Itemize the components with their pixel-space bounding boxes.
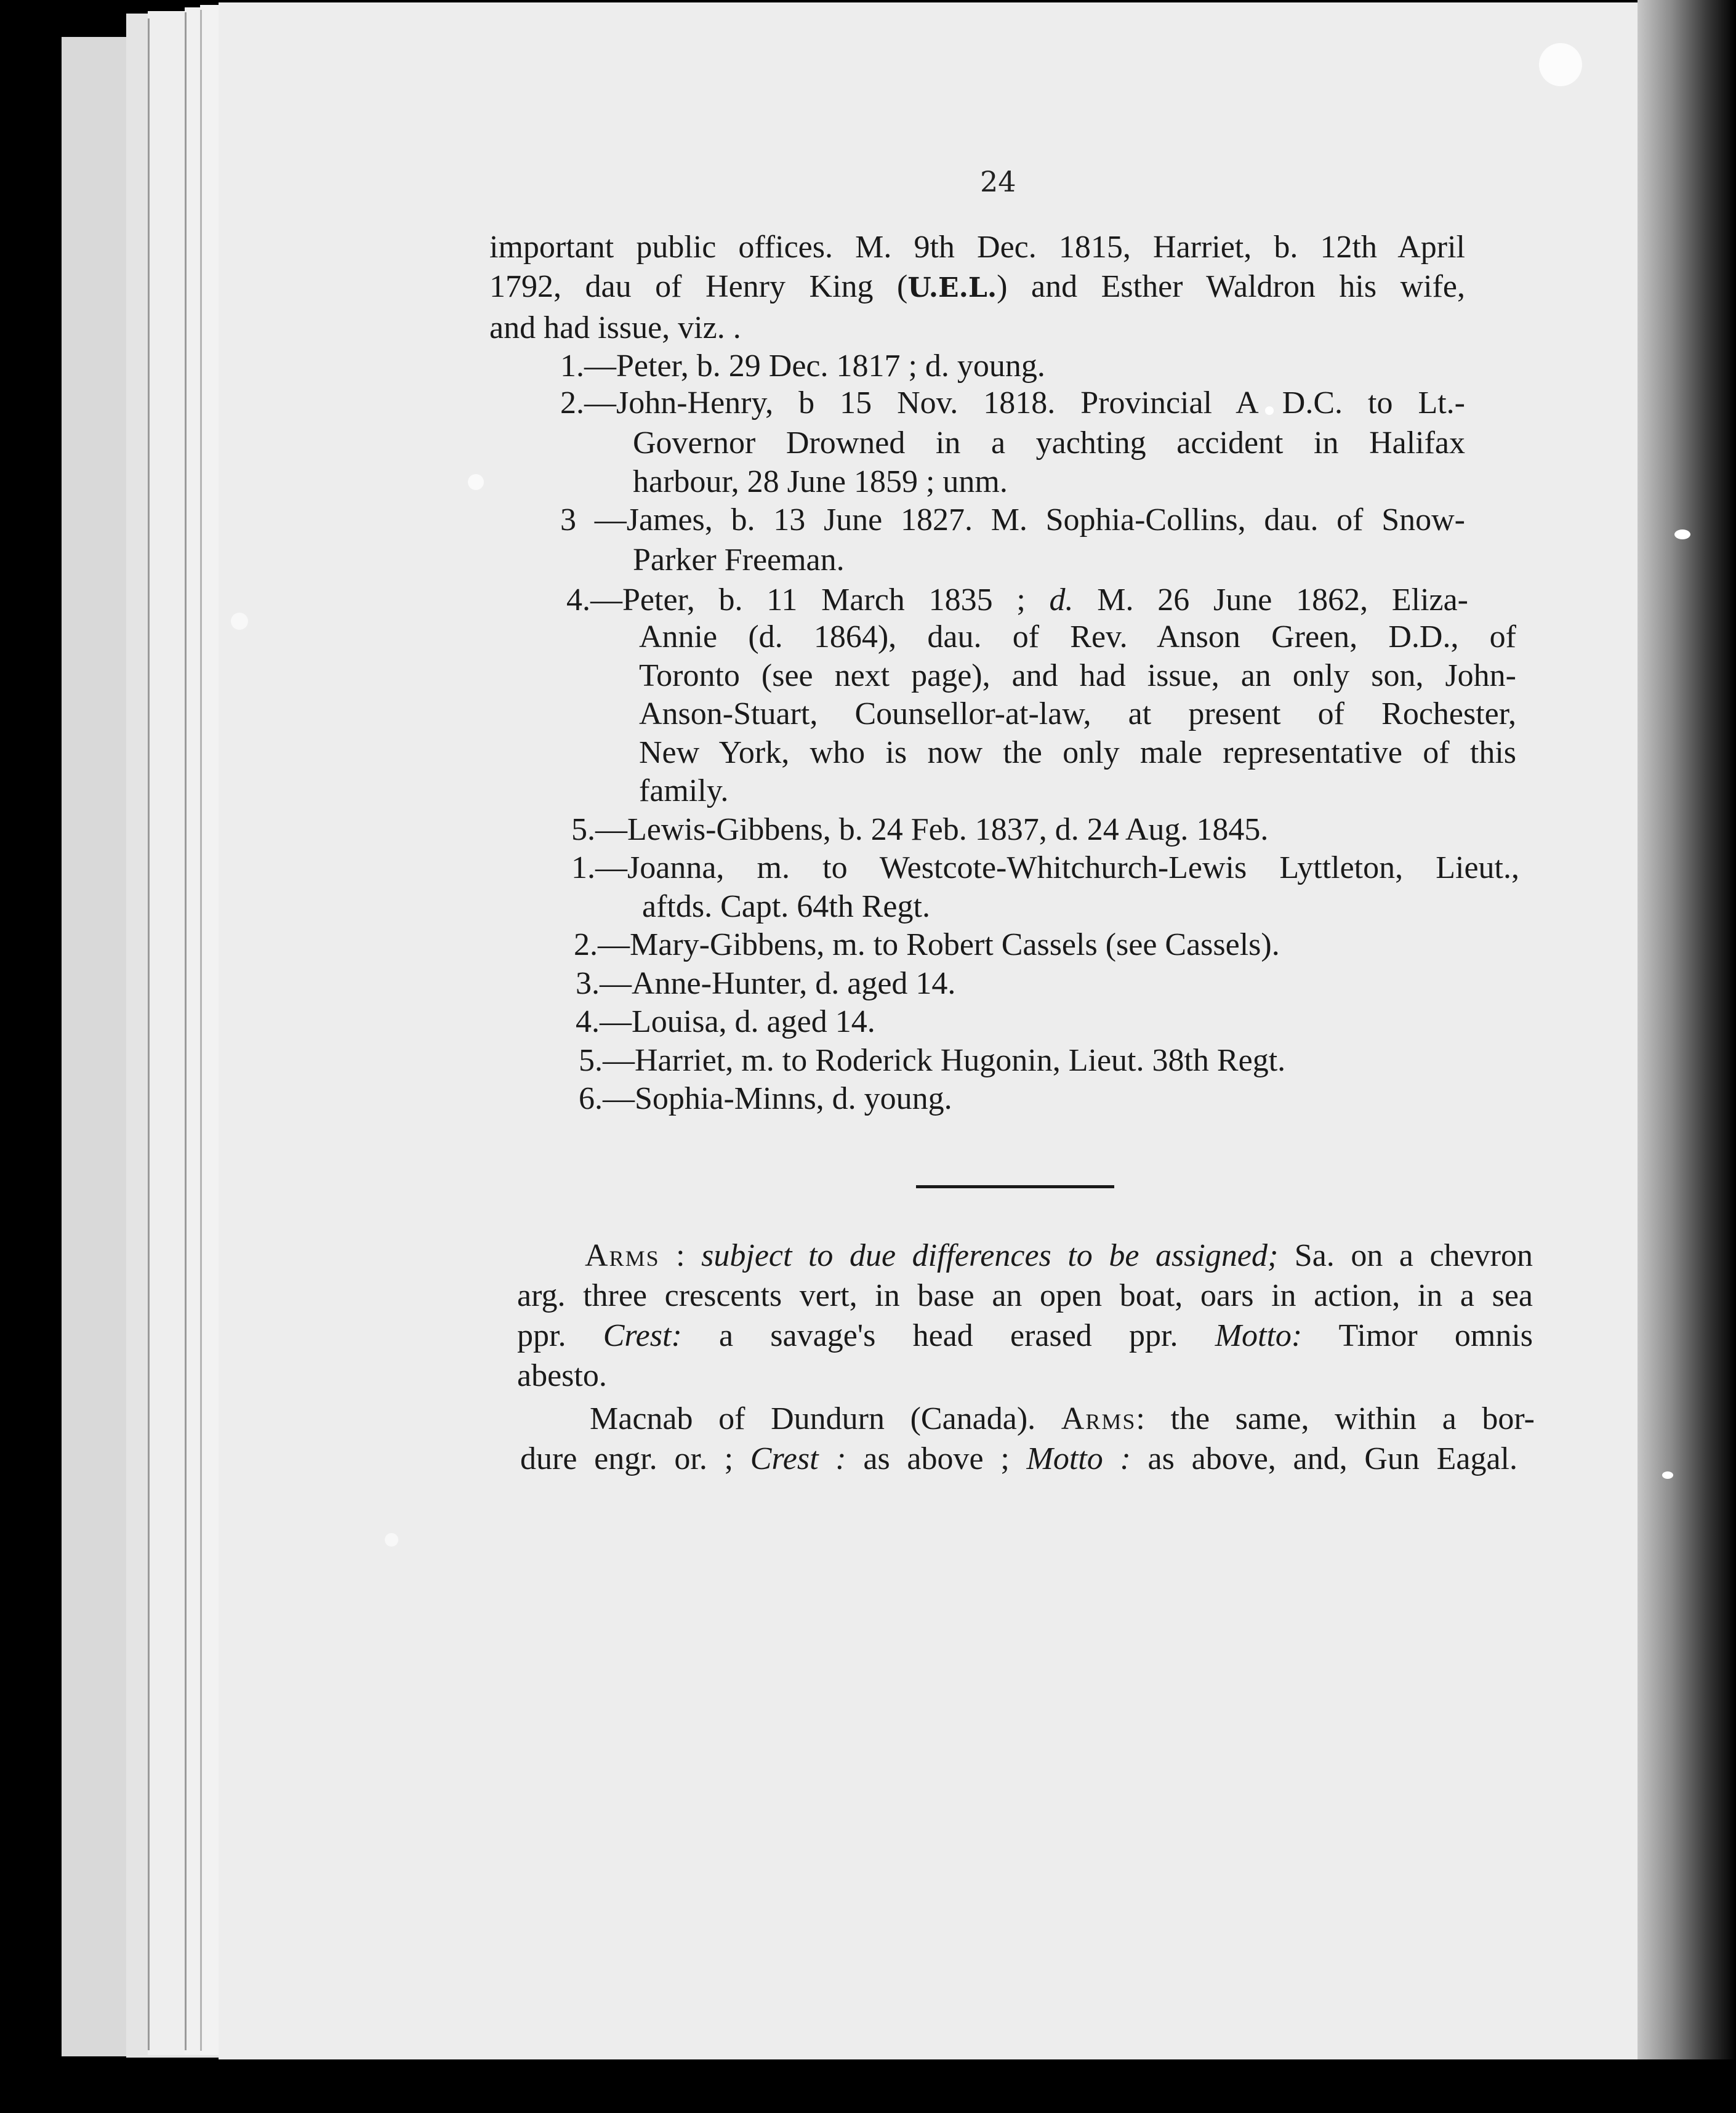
section-divider — [916, 1185, 1114, 1188]
list-item: 3 —James, b. 13 June 1827. M. Sophia-Collins, dau. of Snow- — [560, 502, 1465, 537]
list-item: 2.—John-Henry, b 15 Nov. 1818. Provincial A D.C. to Lt.- — [560, 385, 1465, 421]
text-line: harbour, 28 June 1859 ; unm. — [633, 464, 1008, 499]
page-edge-line — [200, 10, 202, 2051]
page-edge-line — [148, 18, 150, 2050]
page-number: 24 — [980, 165, 1016, 198]
text-line: Toronto (see next page), and had issue, an only son, John- — [639, 658, 1516, 693]
text-line: Anson-Stuart, Counsellor-at-law, at present of Rochester, — [639, 696, 1516, 731]
scan-speck — [1662, 1471, 1673, 1479]
text-line: 1792, dau of Henry King (U.E.L.) and Esther Waldron his wife, — [489, 269, 1465, 304]
scan-speck — [1674, 529, 1690, 539]
list-item: 1.—Peter, b. 29 Dec. 1817 ; d. young. — [560, 348, 1045, 384]
list-item: 5.—Harriet, m. to Roderick Hugonin, Lieut. 38th Regt. — [579, 1043, 1286, 1078]
text-line: and had issue, viz. . — [489, 310, 741, 345]
binding-shadow — [1638, 0, 1736, 2113]
arms-line: dure engr. or. ; Crest : as above ; Motto : as above, and, Gun Eagal. — [520, 1441, 1518, 1476]
list-item: 6.—Sophia-Minns, d. young. — [579, 1081, 952, 1116]
list-item: 2.—Mary-Gibbens, m. to Robert Cassels (see Cassels). — [574, 927, 1280, 962]
scan-speck — [1539, 43, 1582, 86]
list-item: 5.—Lewis-Gibbens, b. 24 Feb. 1837, d. 24 Aug. 1845. — [571, 812, 1269, 847]
scan-speck — [385, 1533, 398, 1547]
text-line: important public offices. M. 9th Dec. 1815, Harriet, b. 12th April — [489, 230, 1465, 265]
scan-border — [0, 2059, 1736, 2113]
arms-line: Macnab of Dundurn (Canada). Arms: the same, within a bor- — [590, 1401, 1535, 1436]
arms-line: abesto. — [517, 1358, 607, 1393]
scan-speck — [468, 474, 484, 490]
scan-speck — [231, 613, 248, 630]
text-line: family. — [639, 773, 729, 808]
uel-abbreviation: U.E.L. — [907, 272, 997, 304]
page-edge-line — [185, 12, 187, 2050]
text-line: Governor Drowned in a yachting accident in Halifax — [633, 425, 1465, 461]
arms-line: ppr. Crest: a savage's head erased ppr. Motto: Timor omnis — [517, 1318, 1533, 1353]
text-line: New York, who is now the only male representative of this — [639, 735, 1516, 770]
arms-line: arg. three crescents vert, in base an open boat, oars in action, in a sea — [517, 1278, 1533, 1313]
book-page — [219, 2, 1681, 2062]
list-item: 4.—Louisa, d. aged 14. — [576, 1004, 875, 1039]
text-line: Parker Freeman. — [633, 542, 845, 578]
text-line: Annie (d. 1864), dau. of Rev. Anson Green, D.D., of — [639, 619, 1516, 654]
list-item: 4.—Peter, b. 11 March 1835 ; d. M. 26 June 1862, Eliza- — [566, 582, 1468, 618]
list-item: 3.—Anne-Hunter, d. aged 14. — [576, 966, 956, 1001]
text-line: aftds. Capt. 64th Regt. — [642, 889, 930, 924]
arms-line: Arms : subject to due differences to be assigned; Sa. on a chevron — [585, 1238, 1533, 1273]
list-item: 1.—Joanna, m. to Westcote-Whitchurch-Lewis Lyttleton, Lieut., — [571, 850, 1519, 885]
